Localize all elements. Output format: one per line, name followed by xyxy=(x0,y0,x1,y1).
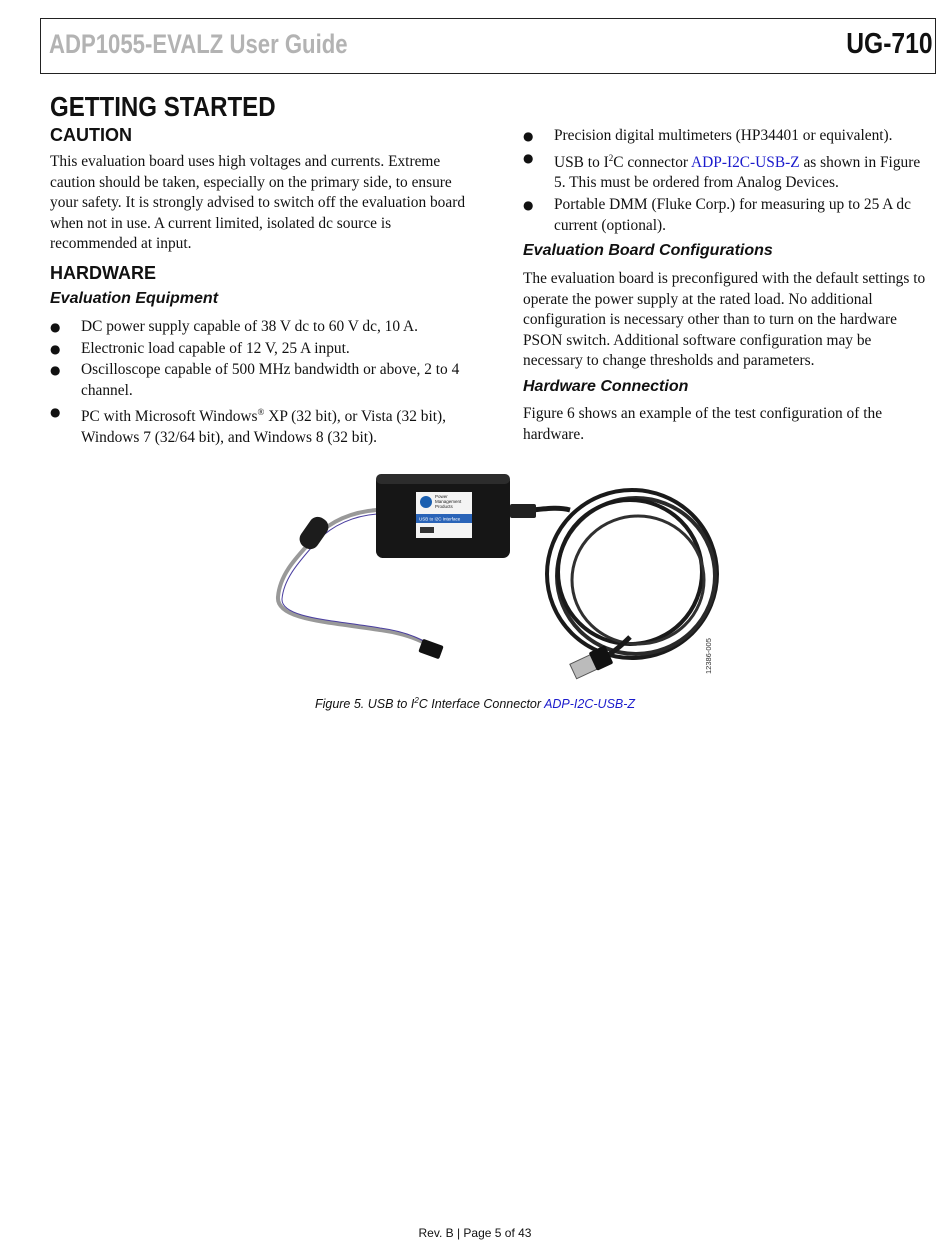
config-text: The evaluation board is preconfigured with the default settings to operate the power supply at the rated load. No additional configuration is necessary other than to turn on the hardware PSON switch. Additional software configuration may be necessary to change thresholds and parameters. xyxy=(523,270,926,370)
page-header xyxy=(40,18,936,74)
document-code: UG-710 xyxy=(846,28,933,60)
bullet-icon: ● xyxy=(50,363,61,378)
bullet-icon: ● xyxy=(523,150,534,165)
label-strip-text: USB to I2C Interface xyxy=(419,516,461,522)
figure-id: 12386-005 xyxy=(704,638,713,674)
config-heading: Evaluation Board Configurations xyxy=(523,242,773,259)
equipment-list-right xyxy=(523,126,935,237)
list-item: ● PC with Microsoft Windows® XP (32 bit), or Vista (32 bit), Windows 7 (32/64 bit), and Windows 8 (32 bit). xyxy=(50,402,475,448)
connection-text: Figure 6 shows an example of the test configuration of the hardware. xyxy=(523,405,883,443)
list-item: ● USB to $I^2C$ connector ADP-I2C-USB-Z as shown in Figure 5. This must be ordered from Analog Devices. xyxy=(523,148,935,194)
connection-heading: Hardware Connection xyxy=(523,378,689,395)
equipment-heading: Evaluation Equipment xyxy=(50,290,219,307)
bullet-icon: ● xyxy=(50,405,61,420)
list-item: ● DC power supply capable of 38 V dc to 60 V dc, 10 A. xyxy=(50,317,475,338)
document-title: ADP1055-EVALZ User Guide xyxy=(49,29,348,59)
equipment-list-left xyxy=(50,317,475,450)
analog-devices-logo-icon xyxy=(420,496,432,508)
list-item: ● Oscilloscope capable of 500 MHz bandwidth or above, 2 to 4 channel. xyxy=(50,361,460,399)
bullet-icon: ● xyxy=(523,129,534,143)
section-title: GETTING STARTED xyxy=(50,91,276,122)
label-text: Products xyxy=(435,504,453,509)
list-item: ● Portable DMM (Fluke Corp.) for measuring up to 25 A dc current (optional). xyxy=(523,195,911,234)
page-footer: Rev. B | Page 5 of 43 xyxy=(418,1226,532,1240)
mini-usb-plug xyxy=(510,504,536,518)
label-text: Power xyxy=(435,494,448,499)
list-item: ● Precision digital multimeters (HP34401 or equivalent). xyxy=(523,126,935,147)
figure-caption: Figure 5. USB to $I^2C$ Interface Connector ADP-I2C-USB-Z xyxy=(314,696,636,712)
header-connector xyxy=(418,639,443,660)
hardware-heading: HARDWARE xyxy=(50,263,156,283)
adp-i2c-usb-z-link[interactable]: ADP-I2C-USB-Z xyxy=(691,153,800,171)
bullet-icon: ● xyxy=(50,320,61,334)
label-text: Management xyxy=(435,499,462,504)
caution-heading: CAUTION xyxy=(50,125,132,145)
list-item: ● Electronic load capable of 12 V, 25 A input. xyxy=(50,339,475,360)
bullet-icon: ● xyxy=(523,197,534,212)
caution-text: This evaluation board uses high voltages and currents. Extreme caution should be taken, especially on the primary side, to ensure your safety. It is strongly advised to switch off the evaluation board when not in use. A current limited, isolated dc source is recommended at input. xyxy=(50,153,466,253)
caption-link[interactable]: ADP-I2C-USB-Z xyxy=(544,697,636,712)
bullet-icon: ● xyxy=(50,341,61,356)
usb-i2c-connector-photo xyxy=(270,462,725,692)
